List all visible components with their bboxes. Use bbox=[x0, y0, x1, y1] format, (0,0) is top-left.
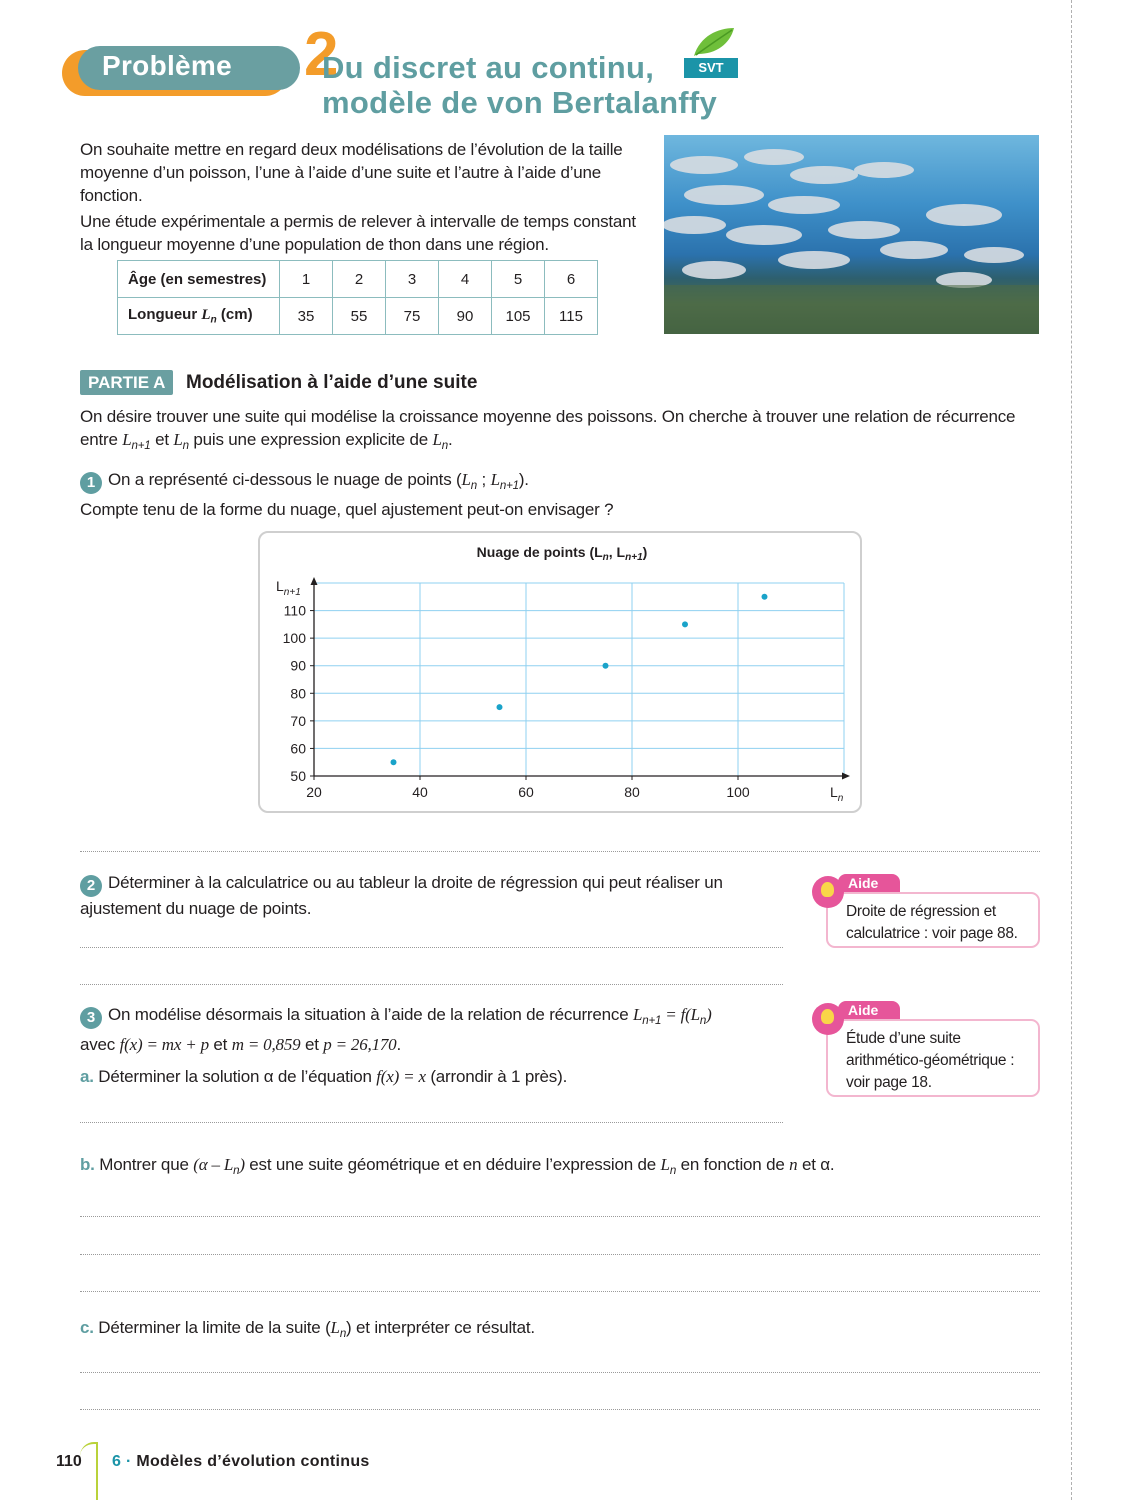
data-point bbox=[762, 594, 768, 600]
intro-paragraph-2: Une étude expérimentale a permis de relever à intervalle de temps constant la longueur moyenne d’une population de thon dans une région. bbox=[80, 212, 636, 254]
data-table bbox=[117, 260, 598, 335]
text: Montrer que bbox=[94, 1155, 194, 1174]
param-m: m = 0,859 bbox=[231, 1035, 301, 1055]
page-number: 110 bbox=[56, 1453, 82, 1470]
x-axis-arrow bbox=[842, 773, 850, 780]
question-number: 2 bbox=[80, 875, 102, 897]
text: et bbox=[208, 1035, 232, 1055]
table-cell: 6 bbox=[545, 261, 598, 298]
var-L: L bbox=[660, 1155, 670, 1174]
var-sub: n bbox=[182, 440, 189, 453]
problem-badge bbox=[62, 20, 339, 96]
answer-line bbox=[80, 947, 783, 948]
var-L: L bbox=[490, 470, 500, 489]
text: avec bbox=[80, 1035, 120, 1055]
data-point bbox=[391, 759, 397, 765]
data-point bbox=[603, 663, 609, 669]
aide-label: Aide bbox=[838, 874, 900, 892]
question-1-line-2: Compte tenu de la forme du nuage, quel ajustement peut-on envisager ? bbox=[80, 500, 614, 520]
header-unit: (cm) bbox=[216, 306, 253, 324]
chart-title: Nuage de points ($L_n$, $L_{n+1}$) bbox=[476, 544, 648, 563]
table-row-age bbox=[118, 261, 598, 298]
sub-letter: a. bbox=[80, 1067, 94, 1086]
text: Déterminer à la calculatrice ou au tableur la droite de régression qui peut réaliser un ajustement du nuage de points. bbox=[80, 873, 723, 918]
function-def: f(x) = mx + p bbox=[119, 1035, 209, 1055]
x-tick-label: 100 bbox=[726, 784, 750, 800]
y-tick-label: 60 bbox=[290, 740, 306, 757]
table-row-length bbox=[118, 298, 598, 335]
intro-text bbox=[80, 138, 650, 259]
text: . bbox=[396, 1035, 402, 1055]
var-sub: n bbox=[470, 480, 477, 493]
var-L: L bbox=[461, 470, 471, 489]
question-3-line-2 bbox=[80, 1033, 780, 1056]
var-sub: n+1 bbox=[131, 440, 151, 453]
table-cell: 75 bbox=[386, 298, 439, 335]
footer-divider bbox=[80, 1442, 98, 1500]
text: et bbox=[300, 1035, 324, 1055]
var-sub: n+1 bbox=[499, 480, 519, 493]
var-sub: n+1 bbox=[642, 1015, 662, 1028]
table-header-length bbox=[118, 298, 280, 335]
var-sub: n bbox=[669, 1165, 677, 1178]
var-sub: n bbox=[441, 440, 449, 453]
aide-text-line: voir page 18. bbox=[846, 1074, 932, 1091]
var-sub: n bbox=[210, 314, 217, 326]
text: en fonction de bbox=[676, 1155, 790, 1174]
var-L: L bbox=[122, 430, 132, 449]
question-2 bbox=[80, 871, 780, 920]
margin-guide-line bbox=[1071, 0, 1072, 1500]
text: ). bbox=[518, 470, 529, 489]
y-tick-label: 80 bbox=[290, 685, 306, 702]
y-tick-label: 50 bbox=[290, 768, 306, 784]
leaf-icon bbox=[690, 26, 736, 58]
text: et α. bbox=[797, 1155, 835, 1174]
question-3c bbox=[80, 1316, 1040, 1346]
table-cell: 55 bbox=[333, 298, 386, 335]
equation: = f(L bbox=[661, 1005, 700, 1024]
question-1 bbox=[80, 468, 1040, 521]
header-text: Longueur bbox=[128, 306, 202, 324]
answer-line bbox=[80, 1291, 1040, 1292]
page-title bbox=[322, 50, 717, 120]
table-cell: 1 bbox=[280, 261, 333, 298]
title-line-2: modèle de von Bertalanffy bbox=[322, 85, 718, 120]
scatter-chart bbox=[258, 531, 862, 813]
tuna-school-photo bbox=[664, 135, 1039, 334]
answer-line bbox=[80, 1122, 783, 1123]
table-cell: 90 bbox=[439, 298, 492, 335]
lightbulb-icon bbox=[812, 876, 844, 908]
var-L: L bbox=[173, 430, 183, 449]
x-tick-label: 80 bbox=[624, 784, 640, 800]
problem-number: 2 bbox=[304, 20, 339, 89]
y-tick-label: 110 bbox=[283, 602, 306, 619]
text: ; bbox=[477, 470, 491, 489]
text: est une suite géométrique et en déduire l’expression de bbox=[244, 1155, 661, 1174]
text: Déterminer la limite de la suite ( bbox=[93, 1318, 331, 1337]
answer-line bbox=[80, 1409, 1040, 1410]
chart-ticks bbox=[283, 603, 750, 800]
photo-illustration bbox=[664, 135, 1039, 334]
y-tick-label: 90 bbox=[290, 657, 306, 674]
table-cell: 115 bbox=[545, 298, 598, 335]
var-L: L bbox=[330, 1318, 340, 1337]
data-point bbox=[682, 621, 688, 627]
text: On désire trouver une suite qui modélise la croissance moyenne des poissons. On cherche à trouver une relation de récurrence entre bbox=[80, 407, 1016, 449]
text: . bbox=[448, 430, 453, 449]
lightbulb-icon bbox=[812, 1003, 844, 1035]
table-cell: 2 bbox=[333, 261, 386, 298]
aide-box-1 bbox=[808, 874, 1040, 950]
partie-badge: PARTIE A bbox=[80, 370, 173, 395]
text: puis une expression explicite de bbox=[188, 430, 433, 449]
text: On modélise désormais la situation à l’aide de la relation de récurrence bbox=[108, 1005, 633, 1024]
param-p: p = 26,170 bbox=[323, 1035, 397, 1055]
answer-line bbox=[80, 1254, 1040, 1255]
equation: ) bbox=[706, 1005, 712, 1024]
var-L: L bbox=[201, 307, 211, 324]
expression: (α – L bbox=[193, 1155, 234, 1174]
chapter-name: Modèles d’évolution continus bbox=[136, 1453, 370, 1470]
x-axis-label: $L_n$ bbox=[830, 784, 844, 804]
chart-axes bbox=[311, 577, 851, 780]
separator: · bbox=[121, 1453, 137, 1470]
answer-line bbox=[80, 984, 783, 985]
table-cell: 5 bbox=[492, 261, 545, 298]
table-cell: 105 bbox=[492, 298, 545, 335]
answer-line bbox=[80, 1372, 1040, 1373]
chapter-number: 6 bbox=[112, 1453, 122, 1470]
x-tick-label: 20 bbox=[306, 784, 322, 800]
aide-content: Droite de régression et calculatrice : voir page 88. bbox=[826, 892, 1040, 948]
var-sub: n bbox=[233, 1165, 240, 1178]
expression: ) bbox=[239, 1155, 245, 1174]
question-number: 1 bbox=[80, 472, 102, 494]
var-sub: n bbox=[699, 1015, 707, 1028]
partie-intro bbox=[80, 405, 1040, 458]
text: et bbox=[150, 430, 174, 449]
aide-content bbox=[826, 1019, 1040, 1097]
aide-label: Aide bbox=[838, 1001, 900, 1019]
question-3 bbox=[80, 1003, 780, 1056]
question-3b bbox=[80, 1153, 1040, 1183]
sub-letter: b. bbox=[80, 1155, 95, 1174]
chart-points bbox=[391, 594, 768, 765]
var-sub: n bbox=[339, 1328, 347, 1341]
y-axis-arrow bbox=[311, 577, 318, 585]
equation: f(x) = x bbox=[376, 1067, 426, 1086]
partie-title: Modélisation à l’aide d’une suite bbox=[186, 372, 478, 393]
answer-line bbox=[80, 851, 1040, 852]
text: On a représenté ci-dessous le nuage de points ( bbox=[108, 470, 462, 489]
y-axis-label: $L_{n+1}$ bbox=[276, 578, 301, 598]
data-point bbox=[497, 704, 503, 710]
var-L: L bbox=[632, 1005, 643, 1024]
text: (arrondir à 1 près). bbox=[425, 1067, 568, 1086]
table-cell: 3 bbox=[386, 261, 439, 298]
chart-canvas bbox=[260, 533, 864, 815]
y-tick-label: 100 bbox=[282, 630, 306, 647]
subject-tag: SVT bbox=[684, 58, 738, 78]
question-3a bbox=[80, 1065, 780, 1088]
var-L: L bbox=[432, 430, 442, 449]
table-cell: 4 bbox=[439, 261, 492, 298]
text: ) et interpréter ce résultat. bbox=[346, 1318, 535, 1337]
var-n: n bbox=[789, 1155, 798, 1174]
aide-text-line: arithmético-géométrique : bbox=[846, 1052, 1015, 1069]
x-tick-label: 60 bbox=[518, 784, 534, 800]
chapter-title bbox=[112, 1453, 370, 1471]
aide-box-2 bbox=[808, 1001, 1040, 1099]
text: Déterminer la solution α de l’équation bbox=[93, 1067, 377, 1086]
table-cell: 35 bbox=[280, 298, 333, 335]
title-line-1: Du discret au continu, bbox=[322, 50, 655, 85]
aide-text-line: Étude d’une suite bbox=[846, 1030, 961, 1047]
answer-line bbox=[80, 1216, 1040, 1217]
problem-label: Problème bbox=[102, 50, 232, 81]
question-number: 3 bbox=[80, 1007, 102, 1029]
sub-letter: c. bbox=[80, 1318, 94, 1337]
y-tick-label: 70 bbox=[290, 712, 306, 729]
table-header-age: Âge (en semestres) bbox=[118, 261, 280, 298]
intro-paragraph-1: On souhaite mettre en regard deux modélisations de l’évolution de la taille moyenne d’un poisson, l’une à l’aide d’une suite et l’autre à l’aide d’une fonction. bbox=[80, 140, 623, 205]
x-tick-label: 40 bbox=[412, 784, 428, 800]
chart-grid bbox=[314, 583, 844, 776]
